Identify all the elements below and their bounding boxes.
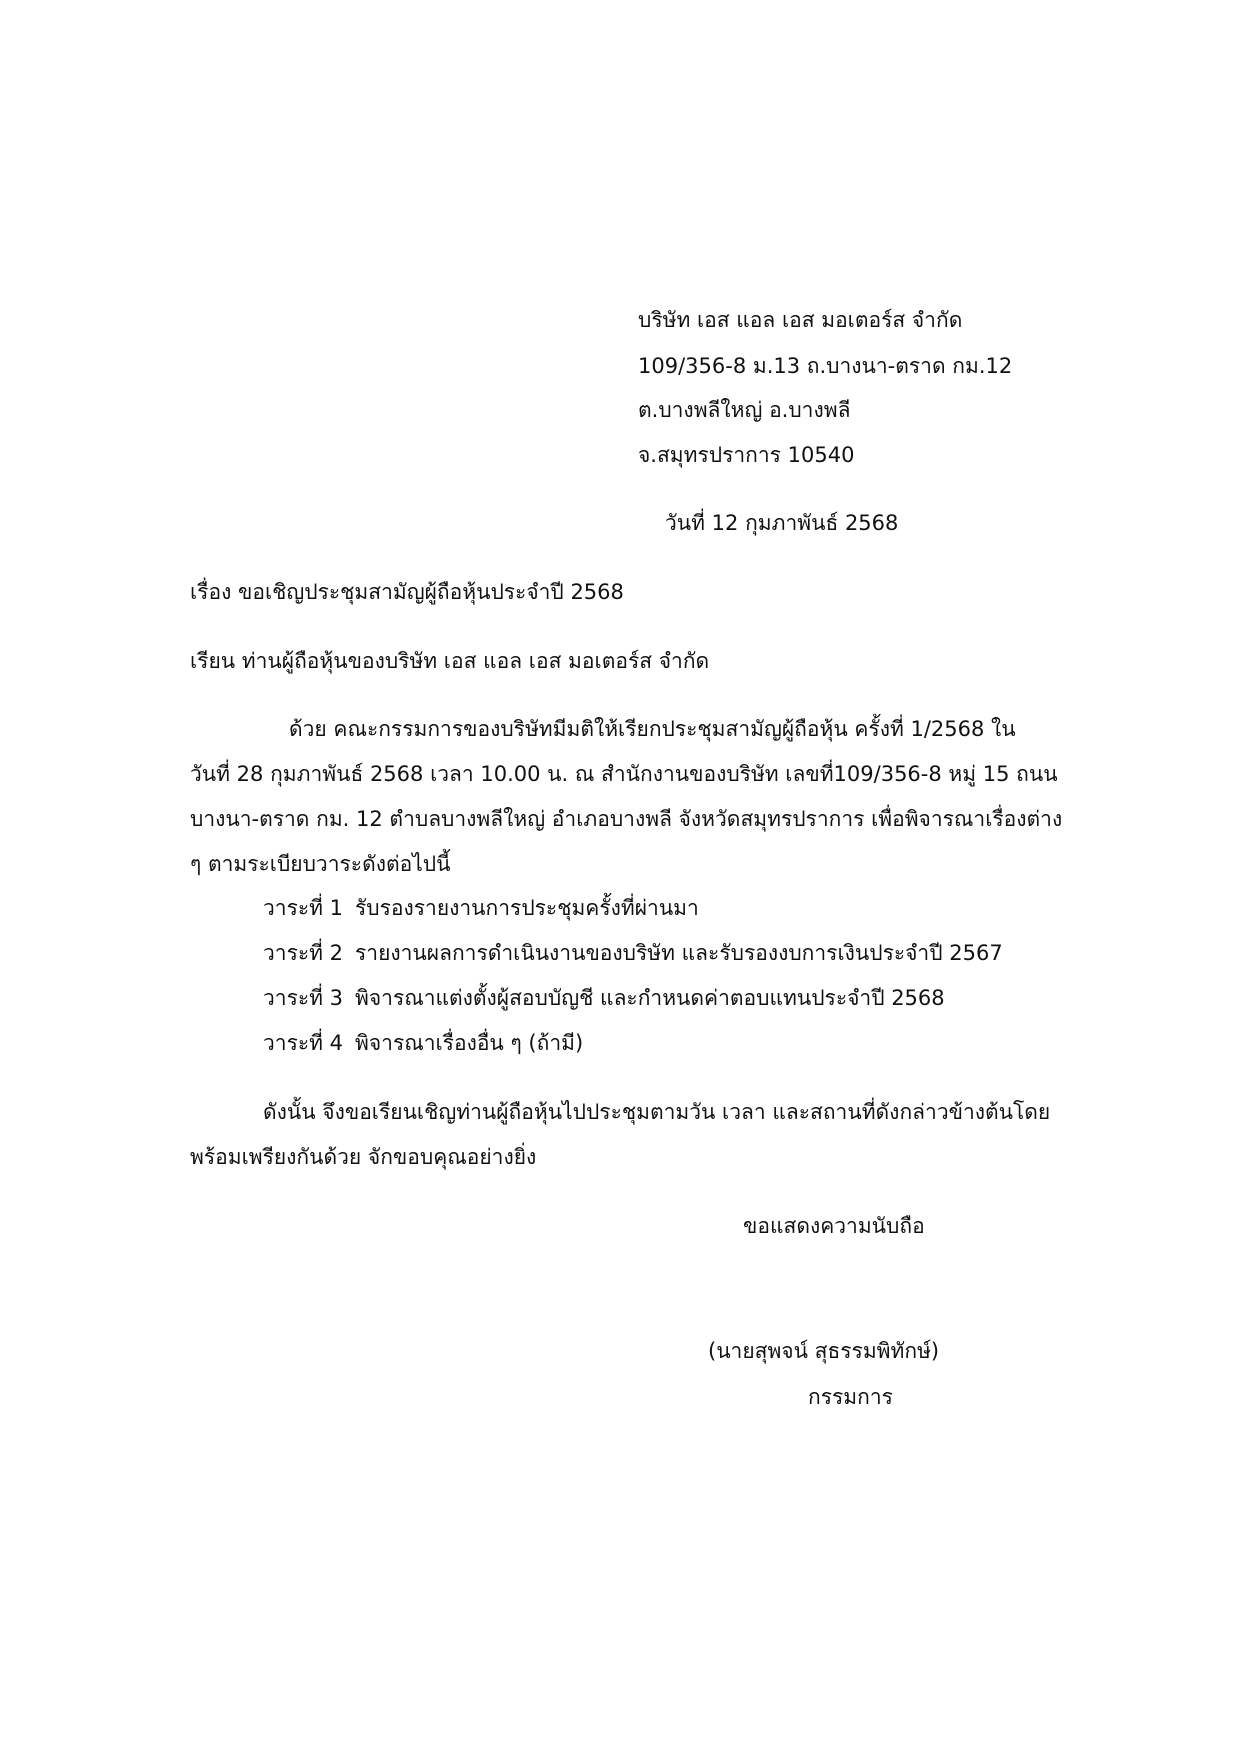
letter-date: วันที่ 12 กุมภาพันธ์ 2568 [665, 511, 899, 535]
signatory-name: (นายสุพจน์ สุธรรมพิทักษ์) [708, 1339, 940, 1363]
agenda-text: รับรองรายงานการประชุมครั้งที่ผ่านมา [355, 896, 699, 920]
body-line-2: วันที่ 28 กุมภาพันธ์ 2568 เวลา 10.00 น. ณ สำนักงานของบริษัท เลขที่109/356-8 หมู่ 15 ถนน [190, 762, 1058, 786]
agenda-text: รายงานผลการดำเนินงานของบริษัท และรับรองงบการเงินประจำปี 2567 [355, 941, 1003, 965]
letter-regards: ขอแสดงความนับถือ [743, 1214, 925, 1238]
sender-address-line3: จ.สมุทรปราการ 10540 [638, 443, 855, 467]
signatory-title: กรรมการ [808, 1385, 893, 1409]
agenda-item-4 [263, 1029, 583, 1057]
agenda-item-1 [263, 894, 699, 922]
agenda-text: พิจารณาเรื่องอื่น ๆ (ถ้ามี) [355, 1031, 584, 1055]
body-line-3: บางนา-ตราด กม. 12 ตำบลบางพลีใหญ่ อำเภอบางพลี จังหวัดสมุทรปราการ เพื่อพิจารณาเรื่องต่าง [190, 807, 1063, 831]
sender-address-line2: ต.บางพลีใหญ่ อ.บางพลี [638, 398, 851, 422]
body-line-4: ๆ ตามระเบียบวาระดังต่อไปนี้ [190, 852, 451, 876]
body-line-1: ด้วย คณะกรรมการของบริษัทมีมติให้เรียกประชุมสามัญผู้ถือหุ้น ครั้งที่ 1/2568 ใน [289, 717, 1016, 741]
agenda-number: วาระที่ 3 [263, 986, 344, 1010]
letter-salutation: เรียน ท่านผู้ถือหุ้นของบริษัท เอส แอล เอส มอเตอร์ส จำกัด [190, 649, 710, 673]
letter-subject: เรื่อง ขอเชิญประชุมสามัญผู้ถือหุ้นประจำปี 2568 [190, 580, 624, 604]
closing-line-1: ดังนั้น จึงขอเรียนเชิญท่านผู้ถือหุ้นไปประชุมตามวัน เวลา และสถานที่ดังกล่าวข้างต้นโดย [263, 1100, 1051, 1124]
agenda-number: วาระที่ 4 [263, 1031, 344, 1055]
sender-company: บริษัท เอส แอล เอส มอเตอร์ส จำกัด [638, 308, 963, 332]
agenda-item-2 [263, 939, 1003, 967]
agenda-number: วาระที่ 1 [263, 896, 344, 920]
closing-line-2: พร้อมเพรียงกันด้วย จักขอบคุณอย่างยิ่ง [190, 1145, 537, 1169]
agenda-text: พิจารณาแต่งตั้งผู้สอบบัญชี และกำหนดค่าตอบแทนประจำปี 2568 [355, 986, 945, 1010]
sender-address-line1: 109/356-8 ม.13 ถ.บางนา-ตราด กม.12 [638, 354, 1013, 378]
agenda-item-3 [263, 984, 945, 1012]
agenda-number: วาระที่ 2 [263, 941, 344, 965]
